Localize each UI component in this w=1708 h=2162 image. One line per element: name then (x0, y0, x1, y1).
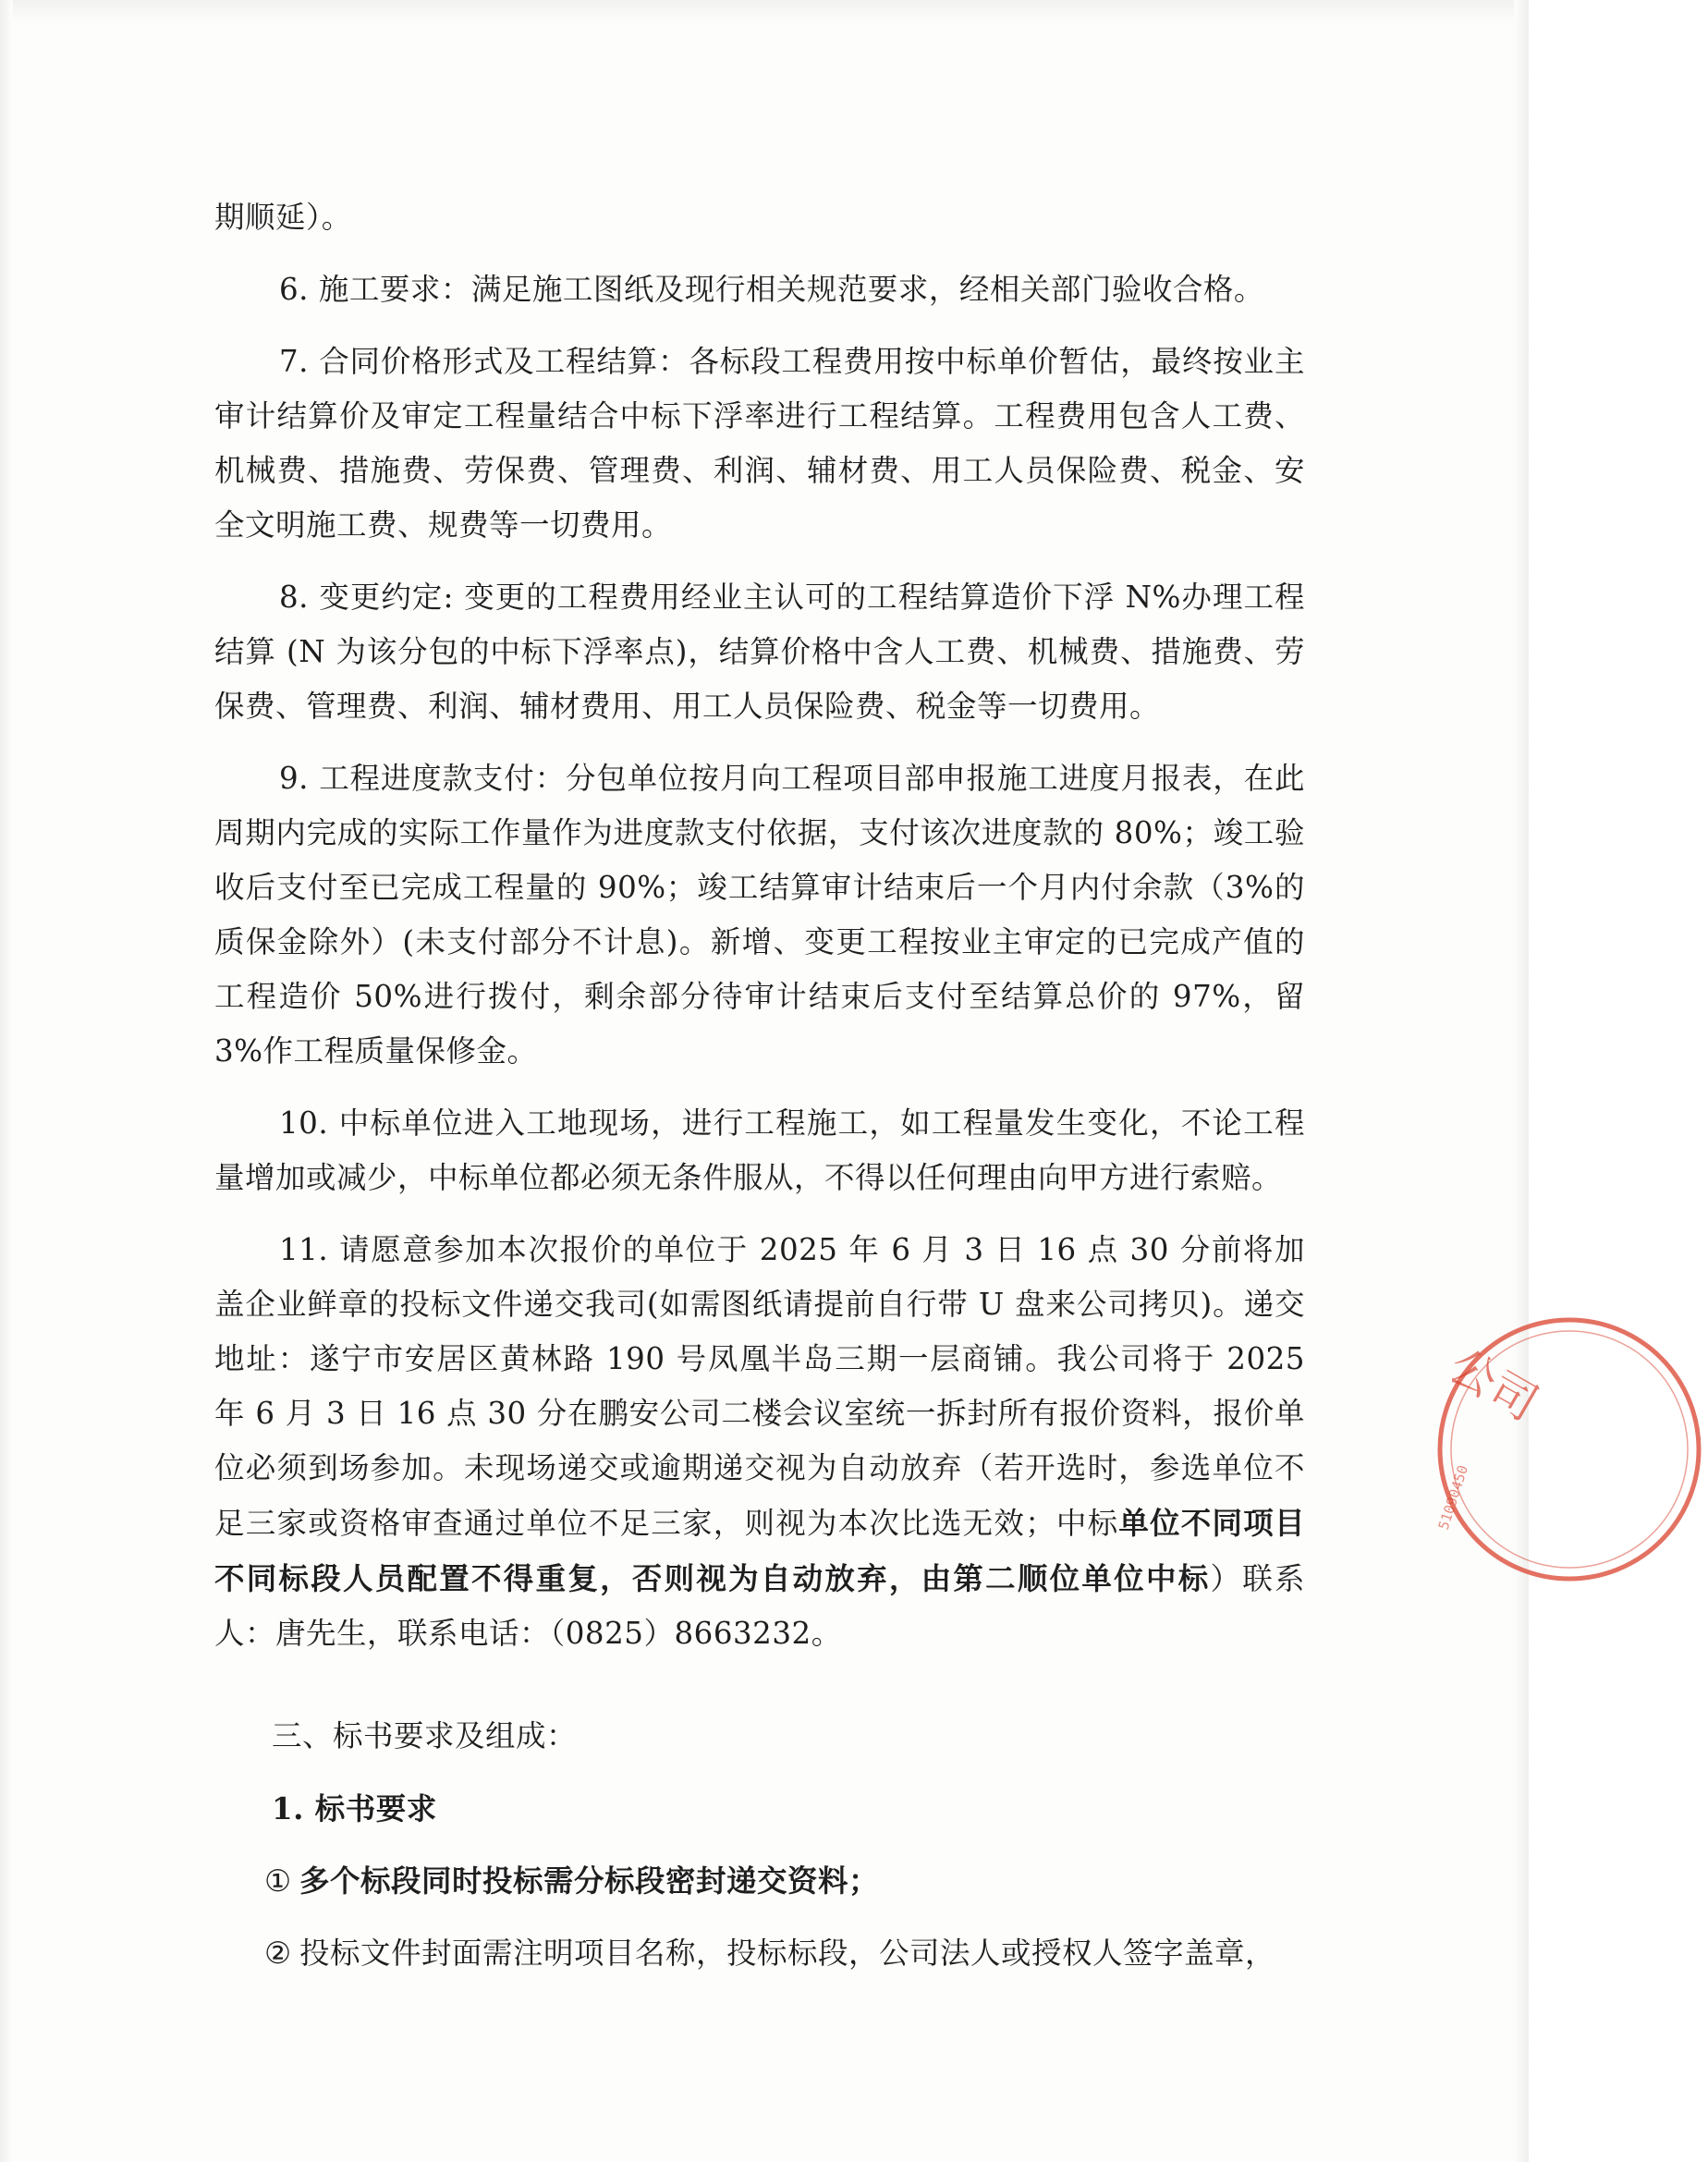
stamp-serial: 51090450 (1434, 1462, 1472, 1533)
requirement-item-2-text: 投标文件封面需注明项目名称，投标标段，公司法人或授权人签字盖章， (299, 1936, 1276, 1971)
scan-edge-top (0, 0, 1529, 24)
clause-11-bold-part: 单位不同项目不同标段人员配置不得重复，否则视为自动放弃，由第二顺位单位中标 (214, 1505, 1305, 1596)
section-3-heading: 三、标书要求及组成： (272, 1718, 578, 1753)
company-seal-stamp (1431, 1311, 1708, 1588)
circled-number-2: ② (264, 1936, 292, 1971)
requirement-item-1 (214, 1853, 1305, 1909)
requirement-item-2 (214, 1926, 1305, 1981)
circled-number-1: ① (264, 1863, 292, 1899)
clause-7: 7. 合同价格形式及工程结算：各标段工程费用按中标单价暂估，最终按业主审计结算价及审定工程量结合中标下浮率进行工程结算。工程费用包含人工费、机械费、措施费、劳保费、管理费、利润、辅材费、用工人员保险费、税金、安全文明施工费、规费等一切费用。 (214, 344, 1305, 543)
clause-8: 8. 变更约定: 变更的工程费用经业主认可的工程结算造价下浮 N%办理工程结算 (N 为该分包的中标下浮率点)，结算价格中含人工费、机械费、措施费、劳保费、管理费、利润、辅材费用、用工人员保险费、税金等一切费用。 (214, 580, 1305, 724)
continued-line: 期顺延）。 (214, 200, 352, 235)
clause-6: 6. 施工要求：满足施工图纸及现行相关规范要求，经相关部门验收合格。 (279, 272, 1264, 307)
stamp-text: 公司 (1440, 1338, 1547, 1432)
scan-edge-left (0, 0, 13, 2162)
clause-11-part-c: ）联系人：唐先生，联系电话：（0825）8663232。 (214, 1561, 1305, 1651)
scan-edge-right (1514, 0, 1529, 2162)
clause-11-part-a: 11. 请愿意参加本次报价的单位于 2025 年 6 月 3 日 16 点 30 分前将加盖企业鲜章的投标文件递交我司(如需图纸请提前自行带 U 盘来公司拷贝)。递交地址：遂宁市安居区黄林路 190 号凤凰半岛三期一层商铺。我公司将于 2025 年 6 月 3 日 16 点 30 分在鹏安公司二楼会议室统一拆封所有报价资料，报价单位必须到场参加。未现场递交或逾期递交视为自动放弃（若开选时，参选单位不足三家或资格审查通过单位不足三家，则视为本次比选无效；中标 (214, 1232, 1305, 1541)
document-body (214, 190, 1305, 1981)
clause-9: 9. 工程进度款支付：分包单位按月向工程项目部申报施工进度月报表，在此周期内完成的实际工作量作为进度款支付依据，支付该次进度款的 80%；竣工验收后支付至已完成工程量的 90%；竣工结算审计结束后一个月内付余款（3%的质保金除外）(未支付部分不计息)。新增、变更工程按业主审定的已完成产值的工程造价 50%进行拨付，剩余部分待审计结束后支付至结算总价的 97%，留 3%作工程质量保修金。 (214, 761, 1305, 1069)
clause-11 (214, 1223, 1305, 1661)
subsection-1-heading: 1. 标书要求 (272, 1790, 437, 1826)
clause-10: 10. 中标单位进入工地现场，进行工程施工，如工程量发生变化，不论工程量增加或减少，中标单位都必须无条件服从，不得以任何理由向甲方进行索赔。 (214, 1105, 1305, 1195)
requirement-item-1-text: 多个标段同时投标需分标段密封递交资料； (299, 1863, 880, 1899)
